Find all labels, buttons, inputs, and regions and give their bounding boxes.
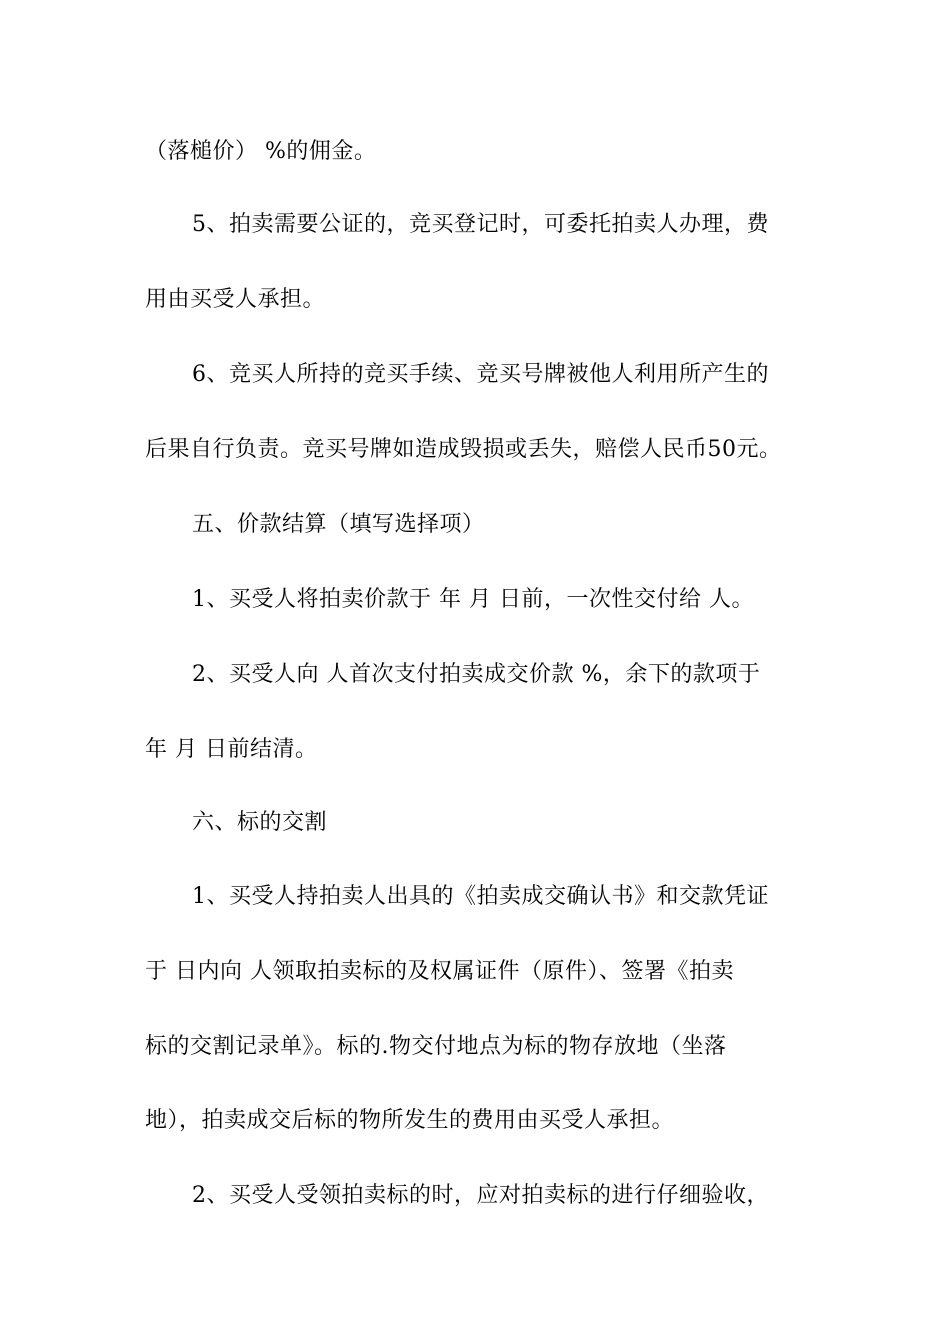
- section-heading-payment: 五、价款结算（填写选择项）: [192, 512, 485, 537]
- text-line-13: 标的交割记录单》。标的.物交付地点为标的物存放地（坐落: [145, 1034, 727, 1059]
- text-line-4: 6、竞买人所持的竞买手续、竞买号牌被他人利用所产生的: [192, 362, 769, 387]
- text-line-5: 后果自行负责。竞买号牌如造成毁损或丢失，赔偿人民币50元。: [145, 437, 782, 462]
- text-line-11: 1、买受人持拍卖人出具的《拍卖成交确认书》和交款凭证: [192, 884, 769, 909]
- text-line-2: 5、拍卖需要公证的，竞买登记时，可委托拍卖人办理，费: [192, 212, 769, 237]
- text-line-9: 年 月 日前结清。: [145, 737, 318, 762]
- text-line-1: （落槌价） %的佣金。: [145, 139, 377, 164]
- section-heading-delivery: 六、标的交割: [192, 810, 328, 835]
- text-line-8: 2、买受人向 人首次支付拍卖成交价款 %，余下的款项于: [192, 662, 761, 687]
- text-line-7: 1、买受人将拍卖价款于 年 月 日前，一次性交付给 人。: [192, 587, 754, 612]
- text-line-15: 2、买受人受领拍卖标的时，应对拍卖标的进行仔细验收，: [192, 1183, 769, 1208]
- text-line-12: 于 日内向 人领取拍卖标的及权属证件（原件）、签署《拍卖: [145, 959, 734, 984]
- text-line-14: 地），拍卖成交后标的物所发生的费用由买受人承担。: [145, 1108, 675, 1133]
- text-line-3: 用由买受人承担。: [145, 287, 326, 312]
